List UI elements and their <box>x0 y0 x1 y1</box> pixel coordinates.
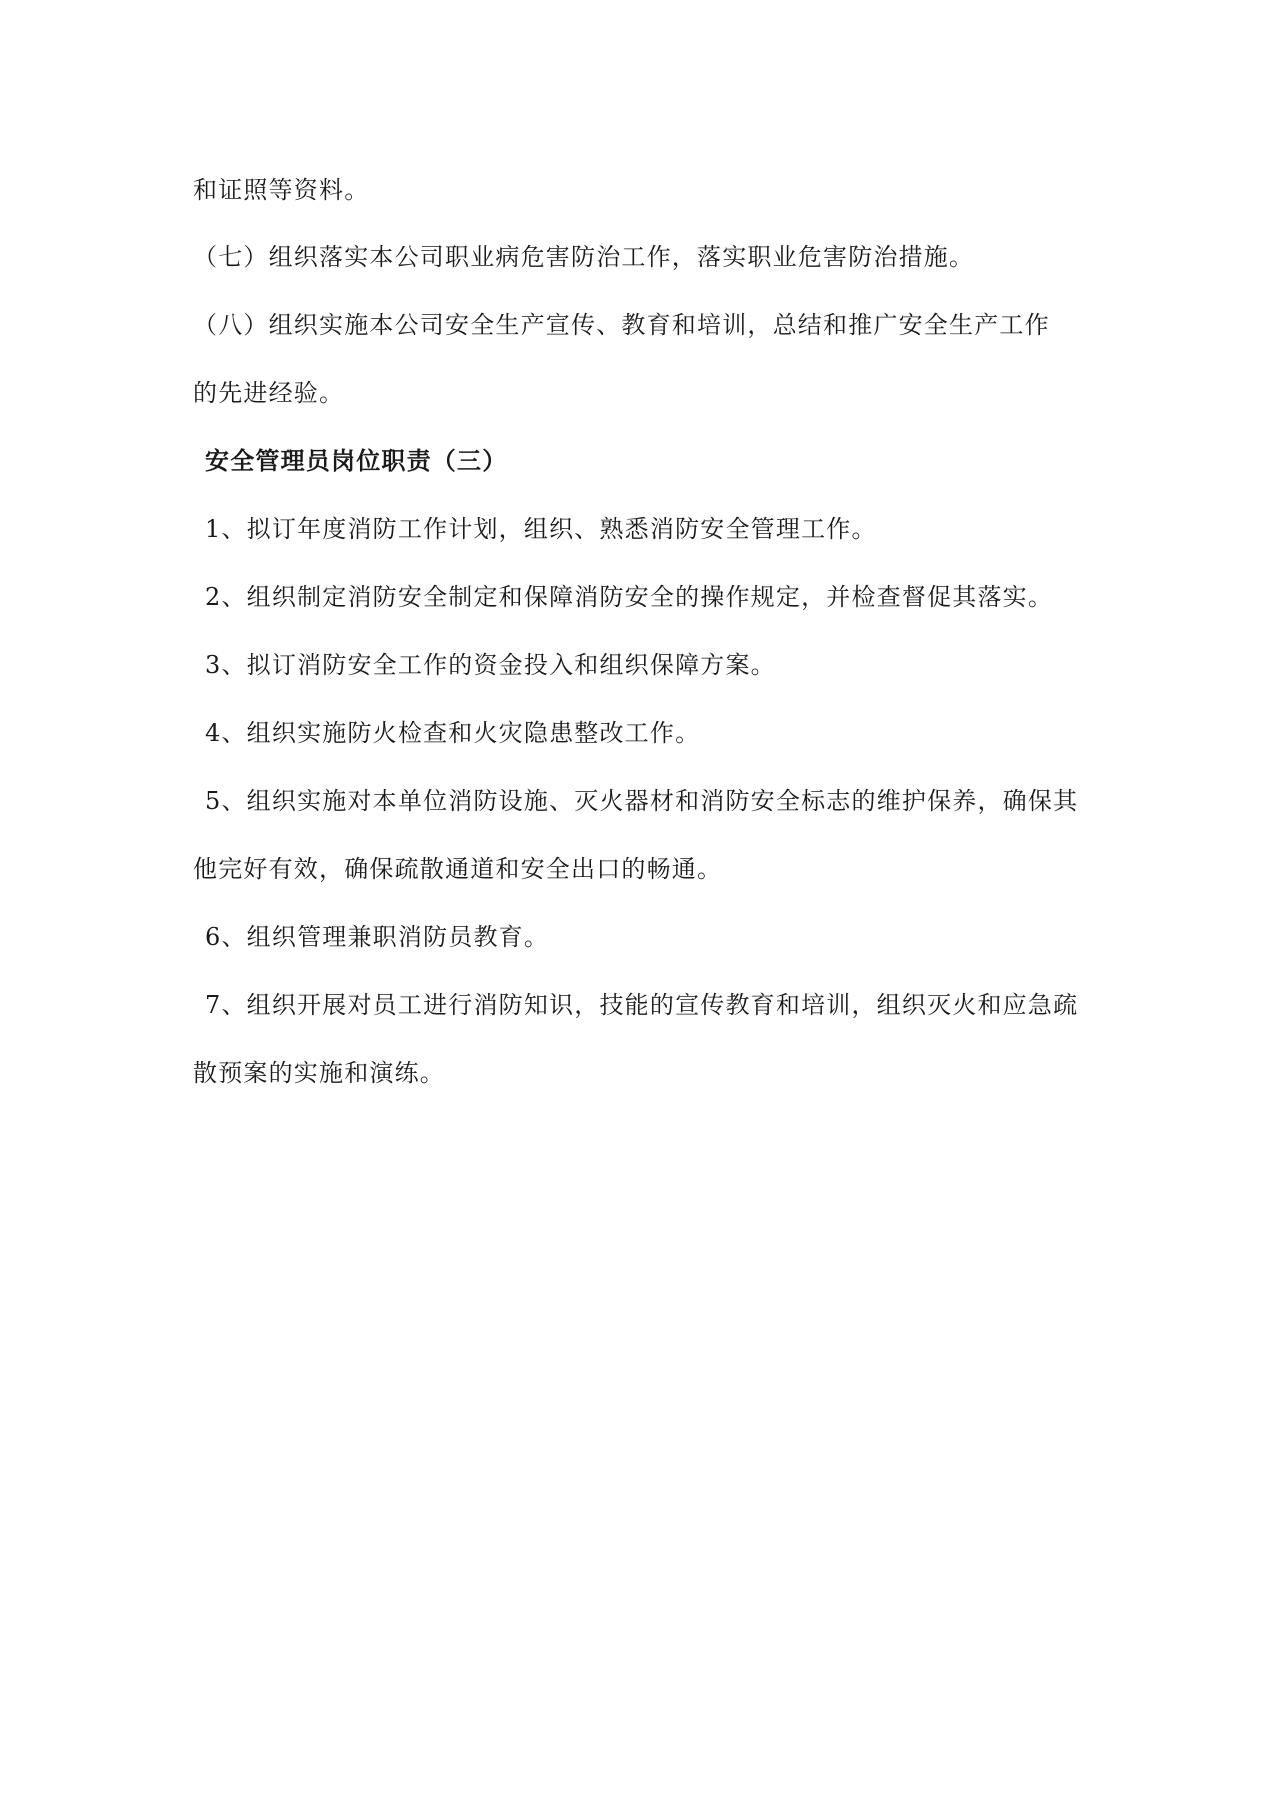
list-item-2: 2、组织制定消防安全制定和保障消防安全的操作规定，并检查督促其落实。 <box>205 583 1054 611</box>
paragraph-line: 的先进经验。 <box>193 379 345 407</box>
section-title: 安全管理员岗位职责（三） <box>205 447 508 475</box>
list-item-3: 3、拟订消防安全工作的资金投入和组织保障方案。 <box>205 651 776 679</box>
list-item-5-continued: 他完好有效，确保疏散通道和安全出口的畅通。 <box>193 855 723 883</box>
paragraph-item-7: （七）组织落实本公司职业病危害防治工作，落实职业危害防治措施。 <box>193 243 975 271</box>
list-item-7-continued: 散预案的实施和演练。 <box>193 1059 445 1087</box>
list-item-4: 4、组织实施防火检查和火灾隐患整改工作。 <box>205 719 701 747</box>
list-item-6: 6、组织管理兼职消防员教育。 <box>205 923 550 951</box>
list-item-1: 1、拟订年度消防工作计划，组织、熟悉消防安全管理工作。 <box>205 515 877 543</box>
list-item-5: 5、组织实施对本单位消防设施、灭火器材和消防安全标志的维护保养，确保其 <box>205 787 1079 815</box>
paragraph-line: 和证照等资料。 <box>193 176 370 204</box>
paragraph-item-8: （八）组织实施本公司安全生产宣传、教育和培训，总结和推广安全生产工作 <box>193 311 1050 339</box>
list-item-7: 7、组织开展对员工进行消防知识，技能的宣传教育和培训，组织灭火和应急疏 <box>205 991 1079 1019</box>
